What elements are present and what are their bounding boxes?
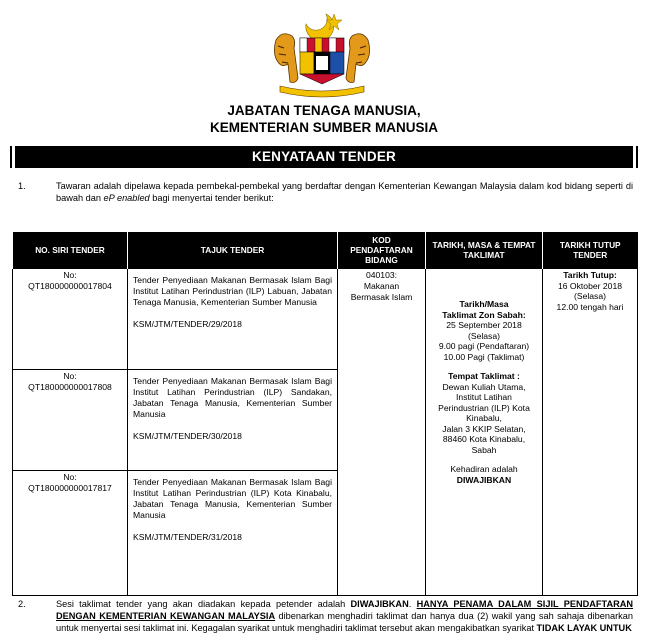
agency-name-line2: KEMENTERIAN SUMBER MANUSIA [209,120,438,135]
briefing-place-line3: Perindustrian (ILP) Kota [438,402,530,413]
tender-number-label: No: [63,371,77,381]
tender-number-value: QT180000000017817 [28,483,112,493]
closing-label: Tarikh Tutup: [563,270,617,280]
tender-reference: KSM/JTM/TENDER/29/2018 [133,319,242,329]
agency-name-line1: JABATAN TENAGA MANUSIA, [227,103,421,118]
paragraph-1-text-a: Tawaran adalah dipelawa kepada pembekal-pembekal yang berdaftar dengan Kementerian Kewangan Malaysia dalam kod bidang seperti di bawah dan [56,181,633,203]
tender-title: Tender Penyediaan Makanan Bermasak Islam Bagi Institut Latihan Perindustrian (ILP) Labuan, Jabatan Tenaga Manusia, Kementerian Sumber Manusia [133,275,332,307]
registration-field-line1: Makanan [363,281,400,291]
briefing-place-line7: Sabah [471,444,497,455]
paragraph-1-text [56,180,633,204]
paragraph-2-text [56,598,633,634]
notice-title-banner [10,146,638,168]
header-kod: KOD PENDAFTARAN BIDANG [338,232,426,269]
briefing-time-registration: 9.00 pagi (Pendaftaran) [438,341,530,351]
briefing-day: (Selasa) [468,330,500,341]
tender-number-cell [13,269,128,370]
table-row [13,269,638,370]
header-tajuk: TAJUK TENDER [128,232,338,269]
briefing-attendance: Kehadiran adalah [450,464,518,474]
tender-reference: KSM/JTM/TENDER/31/2018 [133,532,242,542]
header-no-siri: NO. SIRI TENDER [13,232,128,269]
paragraph-2-bold-ineligible: TIDAK LAYAK UNTUK [536,623,632,633]
briefing-heading2: Taklimat Zon Sabah: [442,309,526,320]
briefing-details-cell [426,269,543,596]
tender-number-cell [13,471,128,596]
registration-field-line2: Bermasak Islam [350,292,413,302]
paragraph-1 [18,180,633,204]
paragraph-2-number: 2. [18,599,26,609]
notice-title: KENYATAAN TENDER [252,149,396,164]
registration-code-cell [338,269,426,596]
registration-code: 040103: [365,270,398,280]
closing-day: (Selasa) [574,291,606,301]
briefing-heading1: Tarikh/Masa [459,299,509,309]
closing-time: 12.00 tengah hari [556,301,624,312]
tender-number-value: QT180000000017808 [28,382,112,392]
briefing-place-line2: Institut Latihan [456,392,512,402]
table-header-row [13,232,638,269]
briefing-place-line1: Dewan Kuliah Utama, [442,381,526,392]
header-taklimat: TARIKH, MASA & TEMPAT TAKLIMAT [426,232,543,269]
paragraph-2-underlined: HANYA PENAMA DALAM SIJIL PENDAFTARAN DENGAN KEMENTERIAN KEWANGAN MALAYSIA [56,599,633,621]
briefing-place-line4: Kinabalu, [466,413,502,423]
closing-date: 16 Oktober 2018 [557,280,623,291]
tender-title: Tender Penyediaan Makanan Bermasak Islam Bagi Institut Latihan Perindustrian (ILP) Sandakan, Jabatan Tenaga Manusia, Kementerian Sumber Manusia [133,376,332,419]
briefing-date: 25 September 2018 [446,320,522,330]
tender-reference: KSM/JTM/TENDER/30/2018 [133,431,242,441]
briefing-place-line5: Jalan 3 KKIP Selatan, [442,423,526,434]
tender-number-value: QT180000000017804 [28,281,112,291]
paragraph-2-text-c: dibenarkan menghadiri taklimat dan hanya dua (2) wakil yang sah sahaja dibenarkan untuk menyertai sesi taklimat ini. Kegagalan syarikat untuk menghadiri taklimat tersebut akan mengakibatkan syarikat [56,611,633,633]
header-tutup: TARIKH TUTUP TENDER [543,232,638,269]
tender-title: Tender Penyediaan Makanan Bermasak Islam Bagi Institut Latihan Perindustrian (ILP) Kota Kinabalu, Jabatan Tenaga Manusia, Kementerian Sumber Manusia [133,477,332,520]
paragraph-2-text-a: Sesi taklimat tender yang akan diadakan kepada petender adalah [56,599,351,609]
closing-date-cell [543,269,638,596]
tender-title-cell [128,471,338,596]
briefing-place-line6: 88460 Kota Kinabalu, [442,434,526,444]
tender-table [12,232,638,596]
paragraph-2-text-b: . [408,599,417,609]
briefing-mandatory: DIWAJIBKAN [456,474,512,485]
tender-number-label: No: [63,270,77,280]
tender-title-cell [128,269,338,370]
tender-number-cell [13,370,128,471]
tender-number-label: No: [63,472,77,482]
paragraph-1-italic: eP enabled [103,193,150,203]
tender-title-cell [128,370,338,471]
malaysia-coat-of-arms-icon [262,10,382,98]
paragraph-2-bold-mandatory: DIWAJIBKAN [350,599,409,609]
paragraph-1-number: 1. [18,181,26,191]
briefing-time-session: 10.00 Pagi (Taklimat) [443,351,525,362]
paragraph-1-text-b: bagi menyertai tender berikut: [149,193,274,203]
paragraph-2 [18,598,633,634]
briefing-place-heading: Tempat Taklimat : [448,371,520,381]
